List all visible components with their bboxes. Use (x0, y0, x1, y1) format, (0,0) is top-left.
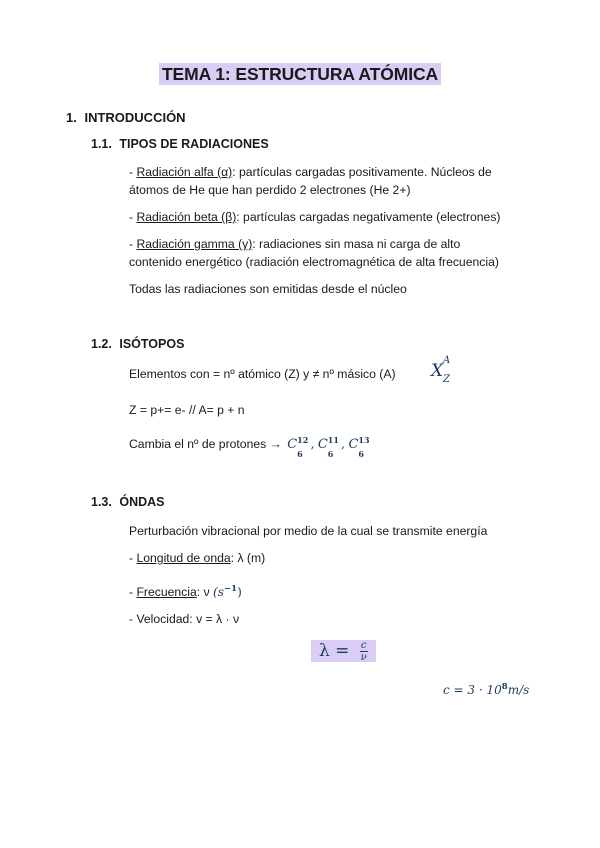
isotope-symbol: C (348, 437, 359, 453)
heading-number: 1.2. (91, 337, 112, 351)
radiacion-alfa-paragraph (129, 163, 492, 199)
formula-fraction (360, 640, 368, 663)
heading-number: 1. (66, 110, 77, 125)
mass-number: A (443, 355, 451, 366)
isotope-symbol: C (287, 437, 298, 453)
isotope-notation (429, 355, 459, 391)
formula-lhs: λ = (319, 640, 350, 661)
longitud-text: : λ (m) (230, 551, 266, 565)
formula-denominator: ν (360, 652, 367, 663)
frecuencia-text: : ν (196, 585, 214, 600)
separator: , (341, 437, 346, 452)
isotope-mass: 11 (327, 435, 339, 445)
term-radiacion-beta: Radiación beta (β) (136, 210, 237, 224)
element-symbol: X (431, 361, 444, 381)
ondas-intro: Perturbación vibracional por medio de la cual se transmite energía (129, 524, 488, 538)
frecuencia-close: ) (237, 585, 242, 600)
term-radiacion-gamma: Radiación gamma (γ) (136, 237, 253, 251)
wave-formula (311, 640, 376, 663)
heading-tipos-radiaciones (91, 137, 269, 151)
isotope-atomic: 6 (297, 449, 303, 459)
heading-text: ÓNDAS (119, 495, 165, 509)
radiacion-beta-paragraph (129, 208, 501, 226)
heading-number: 1.3. (91, 495, 112, 509)
gamma-text-line2: contenido energético (radiación electromagnética de alta frecuencia) (129, 255, 499, 269)
isotope-atomic: 6 (327, 449, 334, 459)
separator: , (310, 437, 315, 452)
isotope-mass: 12 (297, 435, 309, 445)
term-frecuencia: Frecuencia (136, 585, 197, 600)
protones-text: Cambia el nº de protones → (129, 437, 282, 452)
heading-isotopos (91, 337, 184, 351)
heading-number: 1.1. (91, 137, 112, 151)
bullet-prefix: - (129, 237, 137, 251)
c-unit: m/s (507, 683, 530, 697)
bullet-prefix: - (129, 165, 137, 179)
carbon-isotope-13 (348, 435, 370, 459)
c-lhs: c = 3 · 10 (443, 683, 502, 697)
isotopos-relations: Z = p+= e- // A= p + n (129, 403, 245, 417)
heading-text: INTRODUCCIÓN (84, 110, 186, 125)
radiacion-gamma-paragraph (129, 235, 499, 271)
isotope-atomic: 6 (358, 449, 364, 459)
c-exponent: 8 (501, 682, 508, 692)
term-radiacion-alfa: Radiación alfa (α) (136, 165, 233, 179)
formula-numerator: c (360, 640, 367, 651)
heading-text: TIPOS DE RADIACIONES (119, 137, 269, 151)
title-text: TEMA 1: ESTRUCTURA ATÓMICA (159, 63, 441, 85)
frecuencia-line (129, 580, 242, 601)
alfa-text-line1: : partículas cargadas positivamente. Núcleos de (232, 165, 492, 179)
speed-of-light (443, 682, 529, 697)
frecuencia-exponent: −1 (224, 584, 238, 594)
longitud-onda-line (129, 549, 265, 567)
velocidad-line: - Velocidad: v = λ · ν (129, 612, 240, 626)
isotope-symbol: C (317, 437, 328, 453)
isotope-mass: 13 (358, 435, 370, 445)
heading-ondas (91, 495, 165, 509)
bullet-prefix: - (129, 551, 137, 565)
heading-introduccion (66, 110, 186, 125)
term-longitud-onda: Longitud de onda (136, 551, 231, 565)
bullet-prefix: - (129, 210, 137, 224)
heading-text: ISÓTOPOS (119, 337, 185, 351)
formula-highlight (311, 640, 376, 662)
page-title (0, 64, 600, 85)
radiaciones-note: Todas las radiaciones son emitidas desde el núcleo (129, 282, 407, 296)
gamma-text-line1: : radiaciones sin masa ni carga de alto (252, 237, 461, 251)
isotopos-definition: Elementos con = nº atómico (Z) y ≠ nº másico (A) (129, 367, 396, 381)
isotopos-protones-line (129, 433, 368, 457)
beta-text: : partículas cargadas negativamente (electrones) (236, 210, 501, 224)
atomic-number: Z (443, 374, 450, 385)
carbon-isotope-11 (317, 435, 341, 459)
alfa-text-line2: átomos de He que han perdido 2 electrones (He 2+) (129, 183, 411, 197)
bullet-prefix: - (129, 585, 137, 600)
frecuencia-unit: (s (213, 585, 225, 600)
carbon-isotope-12 (287, 435, 310, 459)
